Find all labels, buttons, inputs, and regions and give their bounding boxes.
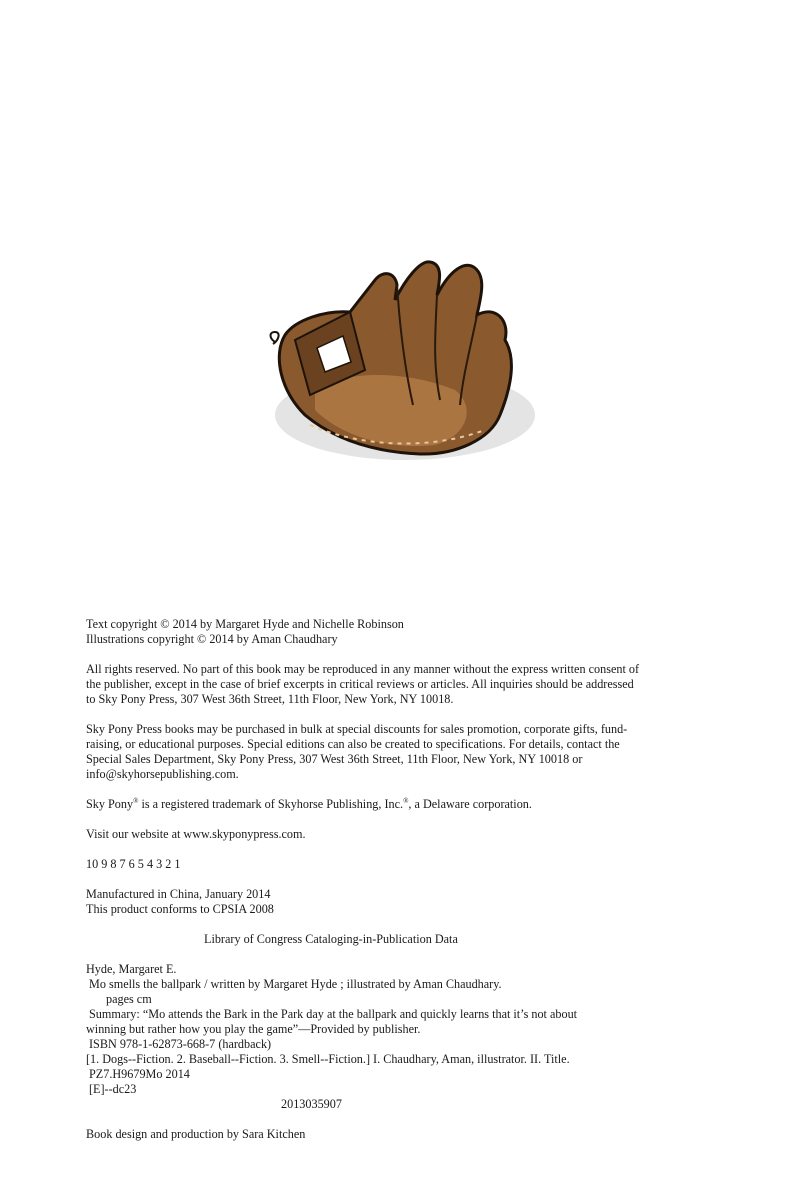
- cip-pages: pages cm: [106, 992, 152, 1006]
- cip-title-line: Mo smells the ballpark / written by Margaret Hyde ; illustrated by Aman Chaudhary.: [89, 977, 502, 991]
- cip-author: Hyde, Margaret E.: [86, 962, 177, 976]
- cip-control-number: 2013035907: [281, 1097, 342, 1111]
- cip-record: [86, 962, 646, 1112]
- special-sales-paragraph: Sky Pony Press books may be purchased in bulk at special discounts for sales promotion, corporate gifts, fund-raising, or educational purposes. Special editions can also be created to specifications. For details, contact the Special Sales Department, Sky Pony Press, 307 West 36th Street, 11th Floor, New York, NY 10018 or info@skyhorsepublishing.com.: [86, 722, 628, 781]
- registered-mark: ®: [133, 797, 139, 805]
- manufactured-line: Manufactured in China, January 2014: [86, 887, 271, 901]
- copyright-page-text: [86, 617, 646, 1157]
- trademark-end: , a Delaware corporation.: [408, 797, 532, 811]
- trademark-line: [86, 797, 646, 812]
- cip-class: PZ7.H9679Mo 2014: [89, 1067, 190, 1081]
- printing-line: 10 9 8 7 6 5 4 3 2 1: [86, 857, 181, 871]
- cip-heading: Library of Congress Cataloging-in-Publication Data: [204, 932, 458, 946]
- rights-paragraph: All rights reserved. No part of this book may be reproduced in any manner without the express written consent of the publisher, except in the case of brief excerpts in critical reviews or articles. All inquiries should be addressed to Sky Pony Press, 307 West 36th Street, 11th Floor, New York, NY 10018.: [86, 662, 640, 706]
- cip-summary-cont: winning but rather how you play the game”—Provided by publisher.: [86, 1022, 421, 1036]
- cip-subjects: [1. Dogs--Fiction. 2. Baseball--Fiction. 3. Smell--Fiction.] I. Chaudhary, Aman, illustrator. II. Title.: [86, 1052, 570, 1066]
- website-line: Visit our website at www.skyponypress.com.: [86, 827, 306, 841]
- illustrations-copyright: Illustrations copyright © 2014 by Aman Chaudhary: [86, 632, 338, 646]
- credits-line: Book design and production by Sara Kitchen: [86, 1127, 306, 1141]
- text-copyright: Text copyright © 2014 by Margaret Hyde and Nichelle Robinson: [86, 617, 404, 631]
- trademark-middle: is a registered trademark of Skyhorse Publishing, Inc.: [138, 797, 404, 811]
- copyright-block: [86, 617, 646, 647]
- baseball-glove-illustration: [255, 240, 545, 475]
- registered-mark: ®: [403, 797, 409, 805]
- cip-summary: Summary: “Mo attends the Bark in the Park day at the ballpark and quickly learns that it’s not about: [89, 1007, 578, 1021]
- trademark-brand: Sky Pony: [86, 797, 134, 811]
- cip-isbn: ISBN 978-1-62873-668-7 (hardback): [89, 1037, 272, 1051]
- cip-dewey: [E]--dc23: [89, 1082, 137, 1096]
- manufacturing-block: [86, 887, 646, 917]
- cpsia-line: This product conforms to CPSIA 2008: [86, 902, 274, 916]
